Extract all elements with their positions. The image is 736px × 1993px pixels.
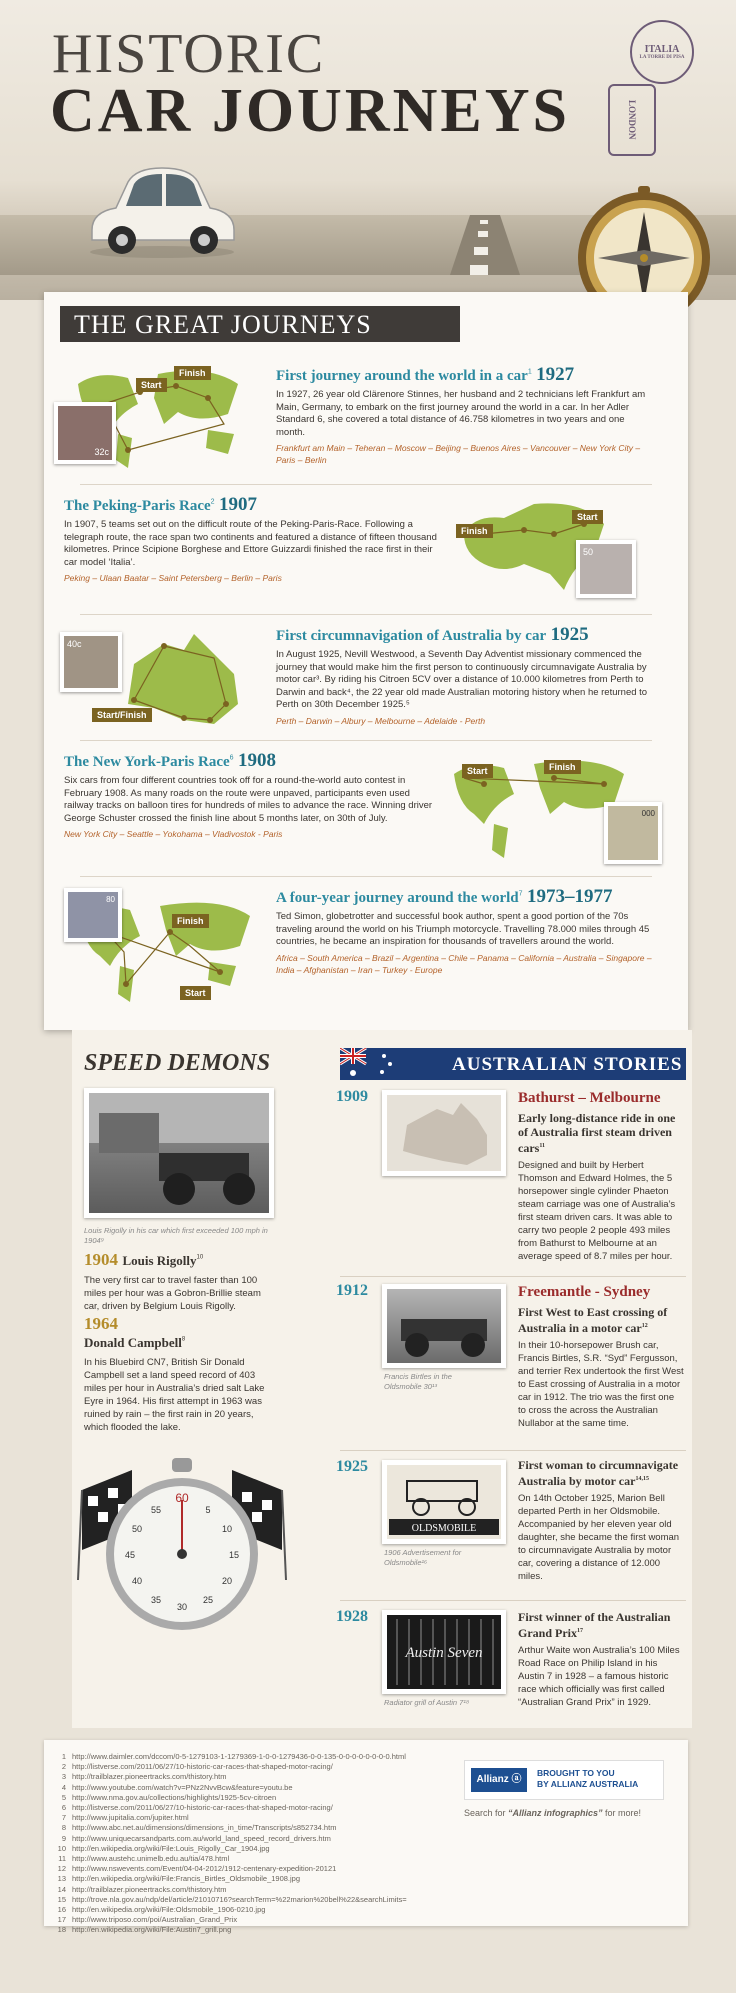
story-subtitle: [518, 1610, 684, 1640]
journey-year: 1973–1977: [527, 886, 613, 907]
reference-number: 14: [57, 1884, 66, 1894]
reference-link[interactable]: http://www.youtube.com/watch?v=PNz2NvvBcw&feature=youtu.be: [72, 1782, 293, 1792]
footnote: 8: [181, 1336, 186, 1343]
journey-1927: [44, 364, 688, 474]
reference-number: 9: [61, 1833, 66, 1843]
search-prefix: Search for: [464, 1808, 509, 1818]
reference-link[interactable]: http://en.wikipedia.org/wiki/File:Austin7_grill.png: [72, 1925, 232, 1935]
divider: [340, 1450, 686, 1451]
stopwatch-mark: 50: [131, 1524, 143, 1534]
journey-year: 1907: [219, 494, 258, 515]
postage-stamp: [576, 540, 636, 598]
start-tag: Start: [572, 510, 603, 524]
reference-link[interactable]: http://www.uniquecarsandparts.com.au/world_land_speed_record_drivers.htm: [72, 1833, 331, 1843]
journey-1925: [44, 624, 688, 734]
reference-item: [52, 1772, 452, 1782]
reference-item: [52, 1762, 452, 1772]
story-description: In their 10-horsepower Brush car, Francis Birtles, S.R. “Syd” Fergusson, and terrier Rex undertook the first West to East crossing of Australia in a motor car in 1912. The trio was the first one to cross the across the Australian Nullabor at the same time.: [518, 1340, 684, 1429]
story-title: Freemantle - Sydney: [518, 1284, 651, 1300]
australia-outline-icon: [387, 1095, 501, 1171]
great-journeys-panel: [44, 292, 688, 1030]
postage-stamp: [54, 402, 116, 464]
speed-demon-1964: [84, 1314, 274, 1434]
reference-number: 16: [57, 1905, 66, 1915]
australian-flag-icon: [340, 1048, 398, 1080]
story-year: 1909: [336, 1088, 368, 1105]
journey-year: 1908: [238, 750, 277, 771]
journey-year: 1927: [536, 364, 575, 385]
journey-1908: [44, 750, 688, 870]
footnote: 12: [641, 1323, 648, 1329]
reference-number: 17: [57, 1915, 66, 1925]
reference-item: [52, 1895, 452, 1905]
story-subtitle: [518, 1458, 684, 1488]
reference-item: [52, 1844, 452, 1854]
finish-tag: Finish: [172, 914, 209, 928]
journey-text: [276, 624, 656, 727]
reference-number: 5: [61, 1792, 66, 1802]
reference-number: 15: [57, 1894, 66, 1904]
reference-item: [52, 1834, 452, 1844]
search-prompt: [464, 1808, 641, 1818]
speed-demon-year: 1904: [84, 1250, 118, 1269]
reference-item: [52, 1854, 452, 1864]
reference-number: 1: [61, 1752, 66, 1761]
reference-link[interactable]: http://www.jupitalia.com/jupiter.html: [72, 1813, 189, 1823]
stopwatch-mark: 45: [124, 1550, 136, 1560]
journey-route: New York City – Seattle – Yokohama – Vladivostok - Paris: [64, 829, 283, 839]
reference-item: [52, 1885, 452, 1895]
reference-link[interactable]: http://trailblazer.pioneertracks.com/thistory.htm: [72, 1884, 227, 1894]
title-line-2: CAR JOURNEYS: [50, 77, 570, 145]
journey-title: A four-year journey around the world: [276, 890, 519, 906]
vintage-car-illustration: [86, 160, 238, 260]
reference-number: 7: [61, 1813, 66, 1823]
divider: [80, 614, 652, 615]
reference-number: 3: [61, 1772, 66, 1782]
story-1925: [518, 1458, 684, 1583]
search-term: “Allianz infographics”: [508, 1808, 603, 1818]
oldsmobile-advertisement: [382, 1460, 506, 1544]
great-journeys-title: THE GREAT JOURNEYS: [60, 306, 460, 342]
reference-link[interactable]: http://en.wikipedia.org/wiki/File:Francis_Birtles_Oldsmobile_1908.jpg: [72, 1874, 301, 1884]
stopwatch-mark: 35: [150, 1595, 162, 1605]
footnote: 14,15: [635, 1476, 649, 1482]
speed-demon-year: 1964: [84, 1314, 118, 1333]
reference-link[interactable]: http://www.nswevents.com/Event/04-04-2012/1912-centenary-expedition-20121: [72, 1864, 337, 1874]
photo-caption: Francis Birtles in the Oldsmobile 30¹³: [384, 1372, 452, 1391]
journey-route: Africa – South America – Brazil – Argentina – Chile – Panama – California – Australia – Singapore – India – Afghanistan – Iran – Turkey - Europe: [276, 952, 652, 975]
stopwatch-mark: 15: [228, 1550, 240, 1560]
reference-number: 18: [57, 1925, 66, 1935]
reference-link[interactable]: http://trailblazer.pioneertracks.com/thistory.htm: [72, 1772, 227, 1782]
kangaroo-stamp: [60, 632, 122, 692]
reference-item: [52, 1905, 452, 1915]
reference-item: [52, 1925, 452, 1935]
reference-link[interactable]: http://www.triposo.com/poi/Australian_Grand_Prix: [72, 1915, 238, 1925]
stopwatch-mark: 10: [221, 1524, 233, 1534]
journey-footnote: 7: [518, 890, 523, 898]
references-panel: [44, 1740, 688, 1935]
stamp-italia-text: ITALIA: [644, 44, 680, 55]
reference-item: [52, 1803, 452, 1813]
speed-demon-1904: [84, 1250, 274, 1313]
journey-description: Six cars from four different countries took off for a round-the-world auto contest in February 1908. As many roads on the route were unpaved, participants even used railway tracks on balloon tires for hundreds of miles to advance the race. Winning driver George Schuster crossed the finish line about 5 months later, on 30th of July.: [64, 775, 433, 824]
finish-tag: Finish: [544, 760, 581, 774]
footnote: 17: [577, 1628, 583, 1634]
reference-link[interactable]: http://www.daimler.com/dccom/0-5-1279103-1-1279369-1-0-0-1279436-0-0-135-0-0-0-0-0-0-0-0.html: [72, 1752, 406, 1761]
speed-demon-name: Donald Campbell: [84, 1335, 182, 1350]
reference-number: 2: [61, 1762, 66, 1772]
story-description: On 14th October 1925, Marion Bell departed Perth in her Oldsmobile. Accompanied by her eleven year old daughter, she became the first woman to circumnavigate Australia by motor car, covering a distance of 12.000 miles.: [518, 1493, 680, 1582]
story-title: Bathurst – Melbourne: [518, 1090, 661, 1106]
brought-to-you-text: [537, 1768, 638, 1790]
reference-number: 6: [61, 1803, 66, 1813]
story-1912: [518, 1284, 684, 1430]
journey-1907: [44, 494, 688, 604]
birtles-oldsmobile-photo: [382, 1284, 506, 1368]
journey-text: [276, 364, 656, 466]
reference-item: [52, 1864, 452, 1874]
finish-tag: Finish: [174, 366, 211, 380]
journey-description: In August 1925, Nevill Westwood, a Seventh Day Adventist missionary commenced the journey that would make him the first person to continuously circumnavigate Australia by motor car³. By riding his Citroen 5CV over a distance of 10.000 kilometres from Perth to Darwin and back⁴, the 22 year old made Australian motoring history when he returned to Perth on 30th December 1925.⁵: [276, 649, 648, 710]
story-1928: [518, 1610, 684, 1709]
london-stamp: [608, 84, 656, 156]
reference-item: [52, 1823, 452, 1833]
grill-badge-text: Austin Seven: [405, 1645, 483, 1661]
journey-description: In 1927, 26 year old Clärenore Stinnes, her husband and 2 technicians left Frankfurt am Main, Germany, to embark on the first journey around the world in a car. In her Adler Standard 6, she covered a total distance of 46.758 kilometres in two years and one month.: [276, 389, 646, 438]
reference-link[interactable]: http://listverse.com/2011/06/27/10-historic-car-races-that-shaped-motor-racing/: [72, 1803, 333, 1813]
reference-link[interactable]: http://en.wikipedia.org/wiki/File:Oldsmobile_1906-0210.jpg: [72, 1905, 266, 1915]
reference-item: [52, 1752, 452, 1762]
header: [0, 0, 736, 300]
stopwatch-sixty: 60: [175, 1491, 189, 1505]
reference-item: [52, 1813, 452, 1823]
stamp-value: 000: [608, 806, 658, 860]
lower-section: [72, 1030, 692, 1728]
story-subtitle-text: Early long-distance ride in one of Australia first steam driven cars: [518, 1111, 676, 1155]
stamp-value: 80: [68, 892, 118, 938]
speed-demon-description: In his Bluebird CN7, British Sir Donald Campbell set a land speed record of 403 miles per hour in Australia’s dried salt Lake Eyre in 1964. His first attempt in 1963 was ruined by rain – the first rain in 20 years, which flooded the lake.: [84, 1357, 265, 1433]
story-year: 1928: [336, 1608, 368, 1625]
reference-link[interactable]: http://trove.nla.gov.au/ndp/del/article/21010716?searchTerm=%22marion%20bell%22&searchLimits=: [72, 1894, 407, 1904]
journey-text: [64, 494, 444, 584]
reference-number: 11: [58, 1854, 66, 1864]
stamp-pisa-text: LA TORRE DI PISA: [639, 55, 685, 60]
reference-item: [52, 1783, 452, 1793]
journey-description: Ted Simon, globetrotter and successful book author, spent a good portion of the 70s traveling around the world on his Triumph motorcycle. Travelling 78.000 miles through 45 countries, he became an inspiration for thousands of travellers around the world.: [276, 911, 650, 947]
reference-link[interactable]: http://www.nma.gov.au/collections/highlights/1925-5cv-citroen: [72, 1792, 277, 1802]
australia-postcard: [382, 1090, 506, 1176]
divider: [80, 484, 652, 485]
journey-title: The New York-Paris Race: [64, 754, 230, 770]
photo-caption: 1906 Advertisement for Oldsmobile¹⁶: [384, 1548, 462, 1567]
stopwatch-with-flags-icon: [72, 1450, 292, 1640]
story-subtitle-text: First winner of the Australian Grand Prix: [518, 1610, 671, 1640]
journey-route: Perth – Darwin – Albury – Melbourne – Adelaide - Perth: [276, 715, 486, 726]
start-finish-tag: Start/Finish: [92, 708, 152, 722]
stamp-value: 40c: [64, 636, 118, 688]
journey-year: 1925: [550, 624, 589, 645]
journey-footnote: 6: [229, 754, 234, 762]
reference-link[interactable]: http://www.abc.net.au/dimensions/dimensions_in_time/Transcripts/s852734.htm: [72, 1823, 337, 1833]
stamp-london-text: LONDON: [627, 100, 637, 140]
story-subtitle-text: First West to East crossing of Australia in a motor car: [518, 1305, 668, 1335]
rigolly-car-photo: [84, 1088, 274, 1218]
vintage-car-photo-illustration: [387, 1289, 501, 1363]
stopwatch-mark: 55: [150, 1505, 162, 1515]
brought-line-2: BY ALLIANZ AUSTRALIA: [537, 1779, 639, 1789]
photo-caption: Radiator grill of Austin 7¹⁸: [384, 1698, 470, 1707]
journey-title: First circumnavigation of Australia by car: [276, 628, 547, 644]
reference-list: [52, 1752, 452, 1936]
footnote: 11: [539, 1143, 545, 1149]
divider: [340, 1600, 686, 1601]
allianz-badge[interactable]: [464, 1760, 664, 1800]
austin-seven-grill: [382, 1610, 506, 1694]
divider: [340, 1276, 686, 1277]
reference-number: 8: [61, 1823, 66, 1833]
italia-stamp: [630, 20, 694, 84]
journey-route: Frankfurt am Main – Teheran – Moscow – Beijing – Buenos Aires – Vancouver – New York City – Paris – Berlin: [276, 443, 641, 465]
radiator-grill-illustration: [387, 1615, 501, 1689]
story-subtitle: [518, 1111, 684, 1155]
reference-link[interactable]: http://www.austehc.unimelb.edu.au/tia/478.html: [72, 1854, 230, 1864]
journey-text: [64, 750, 434, 840]
journey-description: In 1907, 5 teams set out on the difficult route of the Peking-Paris-Race. Following a telegraph route, the race span two continents and featured a distance of fifteen thousand kilometres. Prince Scipione Borghese and Ettore Guizzardi finished the race first in their car model ‘Italia’.: [64, 519, 437, 568]
journey-footnote: 1: [527, 368, 532, 376]
story-year: 1925: [336, 1458, 368, 1475]
speed-demons-title: SPEED DEMONS: [84, 1050, 271, 1076]
story-description: Arthur Waite won Australia’s 100 Miles Road Race on Philip Island in his Austin 7 in 1928 – a famous historic race which officially was first called “Australian Grand Prix” in 1929.: [518, 1645, 680, 1708]
oldsmobile-ad-illustration: [387, 1465, 501, 1539]
speed-demon-name: Louis Rigolly: [122, 1253, 197, 1268]
reference-item: [52, 1793, 452, 1803]
reference-item: [52, 1874, 452, 1884]
stopwatch-mark: 5: [205, 1505, 211, 1515]
journey-route: Peking – Ulaan Baatar – Saint Petersberg – Berlin – Paris: [64, 573, 282, 583]
stamp-value: 32c: [58, 406, 112, 460]
stamp-value: 50: [580, 544, 632, 594]
journey-footnote: 2: [210, 498, 215, 506]
allianz-logo: Allianz ⓐ: [471, 1768, 527, 1792]
reference-number: 10: [57, 1843, 66, 1853]
speed-demon-description: The very first car to travel faster than 100 miles per hour was a Gobron-Brillie steam car, driven by Belgium Louis Rigolly.: [84, 1275, 261, 1312]
taj-mahal-stamp: [64, 888, 122, 942]
reference-number: 13: [57, 1874, 66, 1884]
stopwatch-mark: 30: [176, 1602, 188, 1612]
story-subtitle: [518, 1305, 684, 1335]
story-description: Designed and built by Herbert Thomson and Edward Holmes, the 5 horsepower single cylinder Phaeton steam carriage was one of Australia’s first steam driven cars. It was able to carry two people 2 people 493 miles from Bathurst to Melbourne at an average speed of 8.7 miles per hour.: [518, 1160, 676, 1262]
divider: [80, 740, 652, 741]
journey-1973: [44, 886, 688, 1016]
race-car-photo-illustration: [89, 1093, 269, 1213]
reference-number: 4: [61, 1782, 66, 1792]
australian-stories-title: AUSTRALIAN STORIES: [340, 1048, 686, 1080]
reference-link[interactable]: http://en.wikipedia.org/wiki/File:Louis_Rigolly_Car_1904.jpg: [72, 1843, 270, 1853]
divider: [80, 876, 652, 877]
start-tag: Start: [462, 764, 493, 778]
journey-title: First journey around the world in a car: [276, 368, 528, 384]
stopwatch-mark: 40: [131, 1576, 143, 1586]
journey-text: [276, 886, 656, 976]
start-tag: Start: [136, 378, 167, 392]
reference-link[interactable]: http://listverse.com/2011/06/27/10-historic-car-races-that-shaped-motor-racing/: [72, 1762, 333, 1772]
story-year: 1912: [336, 1282, 368, 1299]
search-suffix: for more!: [602, 1808, 642, 1818]
eiffel-tower-stamp: [604, 802, 662, 864]
stopwatch-mark: 20: [221, 1576, 233, 1586]
finish-tag: Finish: [456, 524, 493, 538]
photo-caption: Louis Rigolly in his car which first exceeded 100 mph in 1904⁹: [84, 1226, 268, 1245]
story-1909: [518, 1090, 684, 1263]
reference-item: [52, 1915, 452, 1925]
ad-text: OLDSMOBILE: [411, 1523, 477, 1534]
brought-line-1: BROUGHT TO YOU: [537, 1768, 615, 1778]
journey-title: The Peking-Paris Race: [64, 498, 211, 514]
start-tag: Start: [180, 986, 211, 1000]
story-subtitle-text: First woman to circumnavigate Australia by motor car: [518, 1458, 679, 1488]
reference-number: 12: [57, 1864, 66, 1874]
footnote: 10: [196, 1254, 204, 1261]
stopwatch-mark: 25: [202, 1595, 214, 1605]
title-line-1: HISTORIC: [52, 23, 326, 85]
